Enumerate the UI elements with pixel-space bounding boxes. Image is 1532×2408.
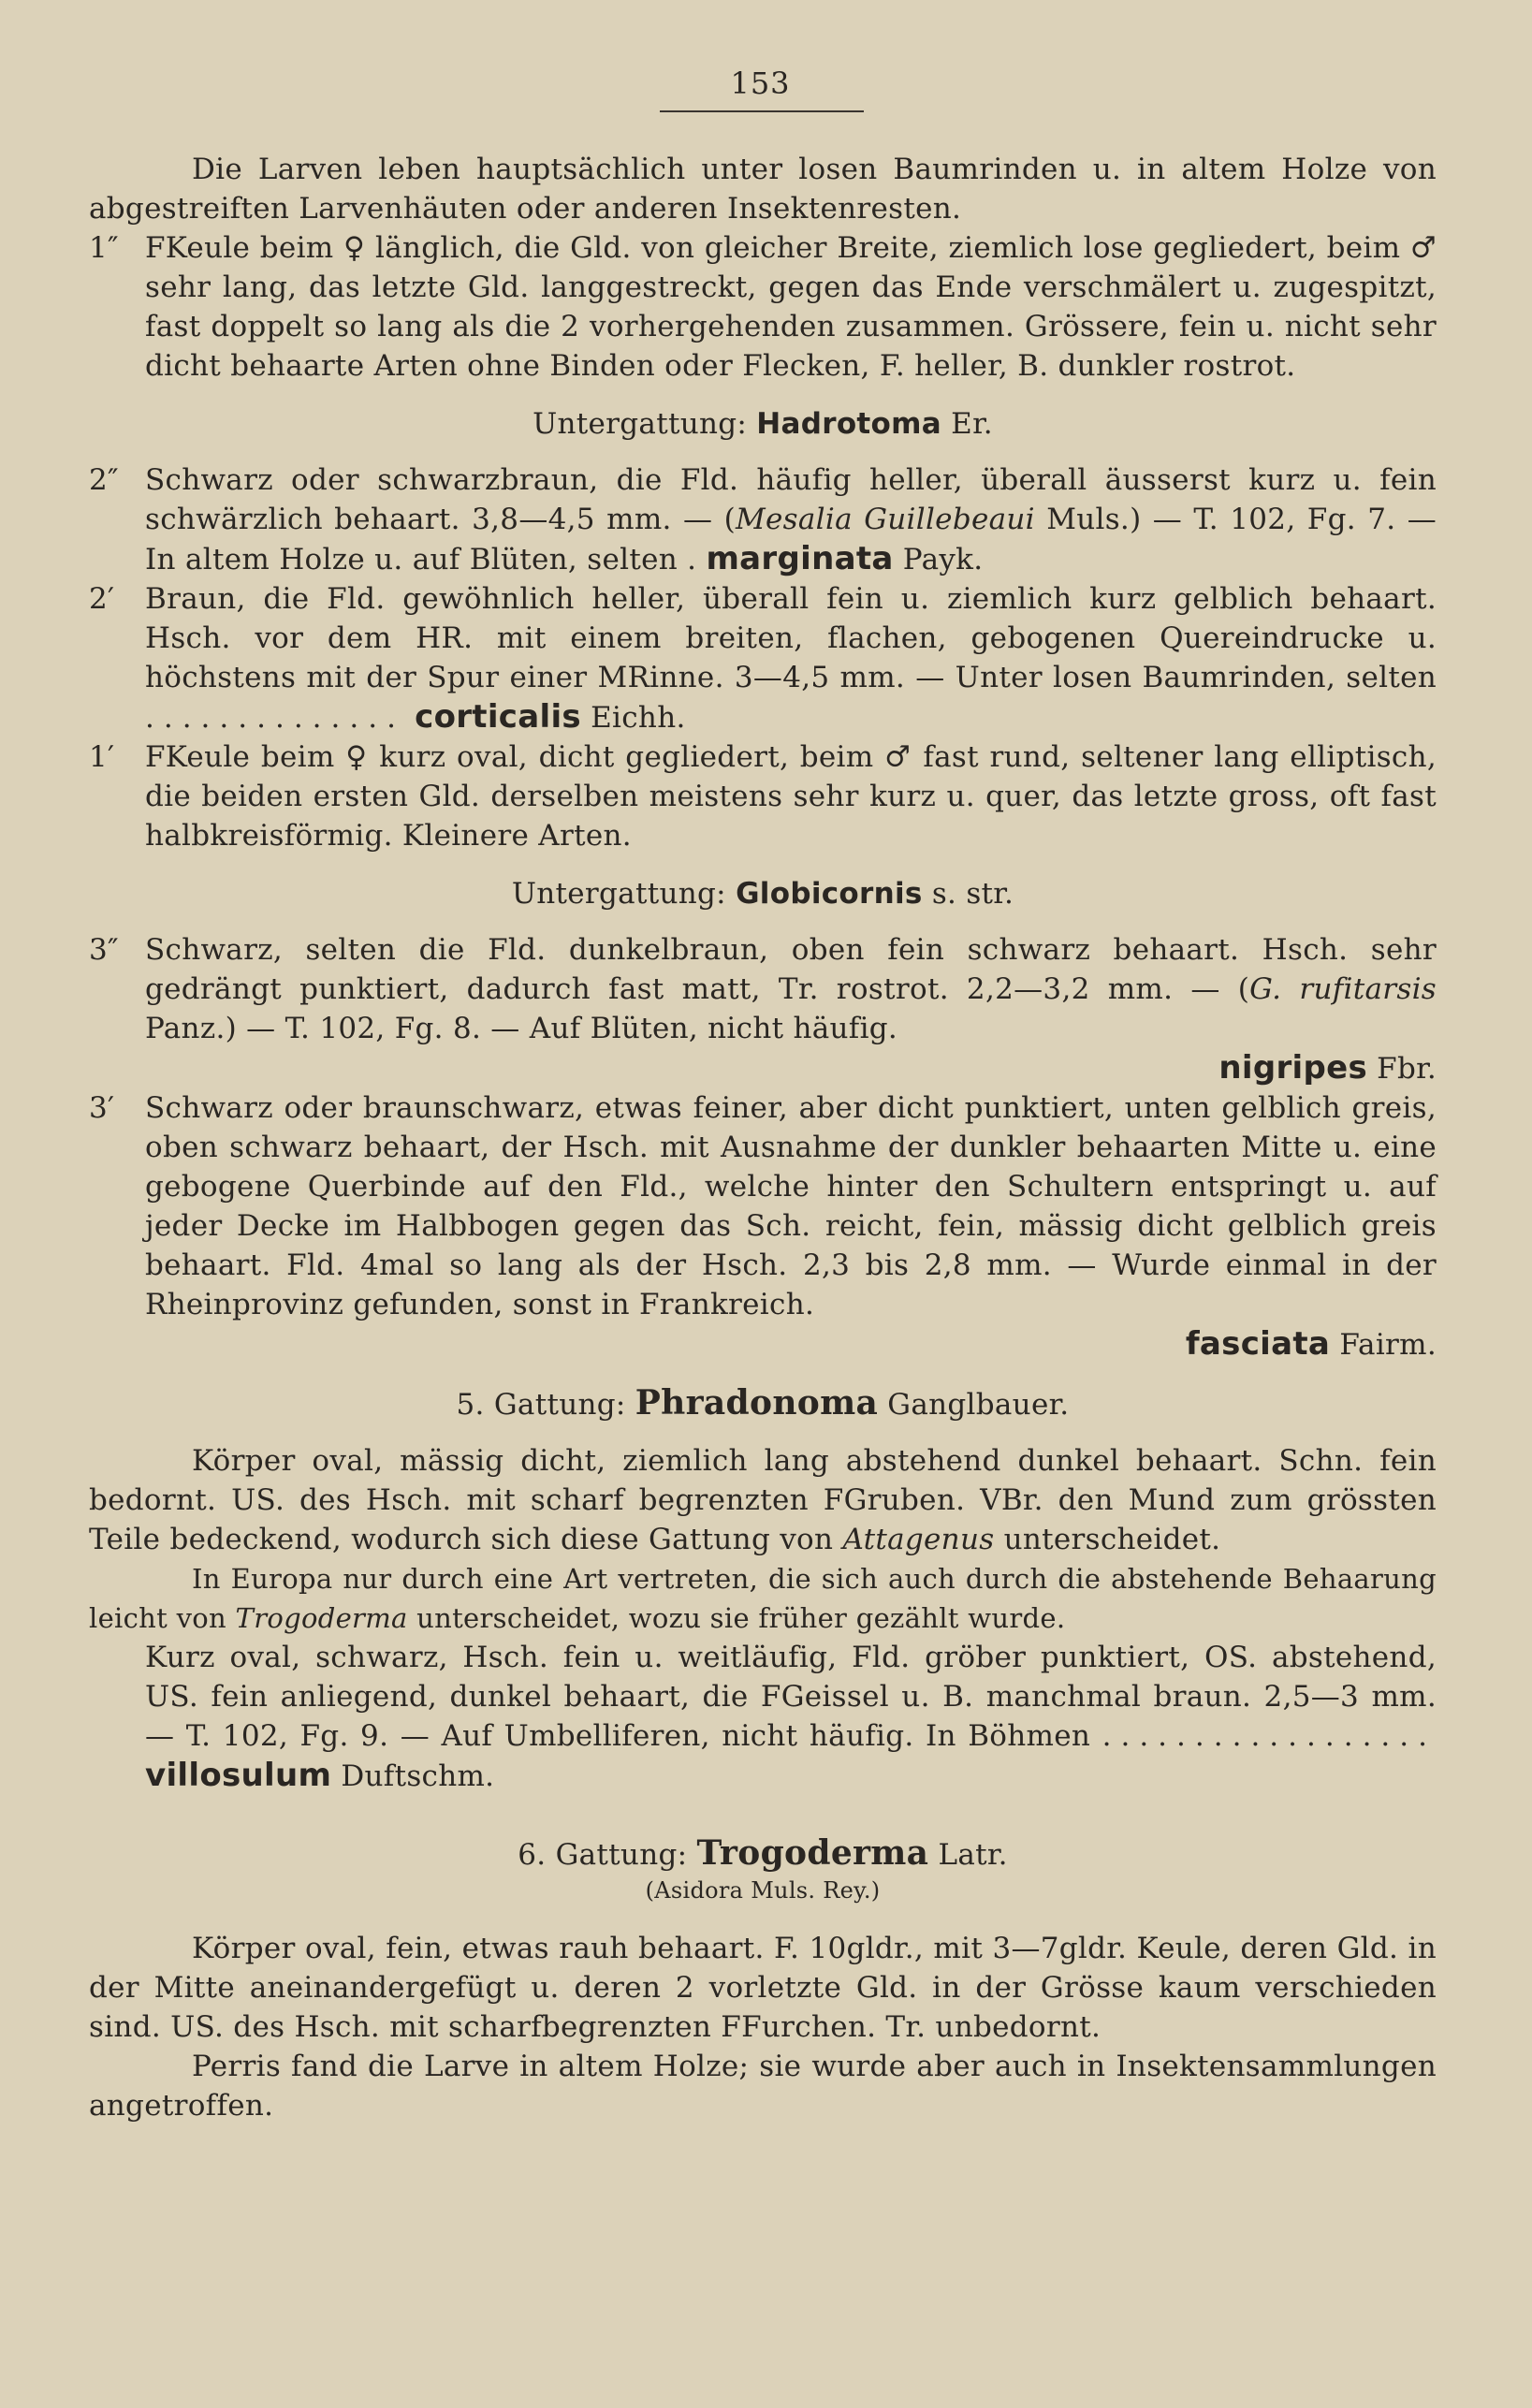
key-entry-2pp <box>89 460 1437 579</box>
key-entry-3pp <box>89 930 1437 1088</box>
page-number-rule <box>660 110 864 112</box>
subgenus-author: Er. <box>951 407 993 441</box>
species-name: nigripes <box>1218 1049 1368 1087</box>
species-name: fasciata <box>1185 1325 1331 1363</box>
key-text-main: Braun, die Fld. gewöhnlich heller, überall fein u. ziemlich kurz gelblich behaart. Hsch. vor dem HR. mit einem breiten, flachen, gebogenen Quereindrucke u. höchstens mit der Spur einer MRinne. 3—4,5 mm. — Unter losen Baumrinden, selten <box>145 582 1437 694</box>
species-author: Payk. <box>902 543 984 576</box>
key-text <box>145 579 1437 737</box>
key-entry-2p <box>89 579 1437 737</box>
leader-dots: .................. <box>1102 1719 1437 1753</box>
genus-author: Ganglbauer. <box>887 1388 1070 1422</box>
genus5-species-entry <box>89 1638 1437 1796</box>
species-author: Fairm. <box>1339 1328 1437 1362</box>
key-mark: 1′ <box>89 740 115 774</box>
key-text-main: Schwarz, selten die Fld. dunkelbraun, oben fein schwarz behaart. Hsch. sehr gedrängt punktiert, dadurch fast matt, Tr. rostrot. 2,2—3,2 mm. — ( <box>145 933 1437 1006</box>
key-text: FKeule beim ♀ kurz oval, dicht gegliedert, beim ♂ fast rund, seltener lang elliptisch, die beiden ersten Gld. derselben meistens sehr kurz u. quer, das letzte gross, oft fast halbkreisförmig. Kleinere Arten. <box>145 740 1437 853</box>
subgenus-heading-1 <box>89 404 1437 444</box>
intro-paragraph: Die Larven leben hauptsächlich unter losen Baumrinden u. in altem Holze von abgestreiften Larvenhäuten oder anderen Insektenresten. <box>89 153 1437 226</box>
species-line <box>145 1324 1437 1365</box>
genus-prefix: 6. Gattung: <box>518 1838 688 1872</box>
genus-prefix: 5. Gattung: <box>456 1388 626 1422</box>
key-mark: 3′ <box>89 1091 115 1125</box>
genus6-synonym: (Asidora Muls. Rey.) <box>645 1877 881 1904</box>
leader-dots: .............. <box>145 701 405 735</box>
key-entry-3p <box>89 1088 1437 1365</box>
key-mark: 2″ <box>89 463 119 497</box>
genus-reference: Trogoderma <box>235 1602 408 1634</box>
species-author: Eichh. <box>591 701 686 735</box>
subgenus-name: Hadrotoma <box>756 407 941 441</box>
species-author: Fbr. <box>1377 1052 1437 1086</box>
species-name: villosulum <box>145 1757 332 1794</box>
genus-name: Trogoderma <box>696 1833 929 1873</box>
species-line <box>145 1048 1437 1088</box>
genus5-note <box>89 1559 1437 1638</box>
key-entry-1pp <box>89 228 1437 386</box>
key-mark: 3″ <box>89 933 119 967</box>
text-run: Körper oval, mässig dicht, ziemlich lang abstehend dunkel behaart. Schn. fein bedornt. US. des Hsch. mit scharf begrenzten FGruben. VBr. den Mund zum grössten Teile bedeckend, wodurch sich diese Gattung von <box>89 1444 1437 1556</box>
genus6-description: Körper oval, fein, etwas rauh behaart. F. 10gldr., mit 3—7gldr. Keule, deren Gld. in der Mitte aneinandergefügt u. deren 2 vorletzte Gld. in der Grösse kaum verschieden sind. US. des Hsch. mit scharfbegrenzten FFurchen. Tr. unbedornt. <box>89 1932 1437 2044</box>
genus-reference: Attagenus <box>842 1523 995 1556</box>
key-text-main: Schwarz oder braunschwarz, etwas feiner, aber dicht punktiert, unten gelblich greis, oben schwarz behaart, der Hsch. mit Ausnahme der dunkler behaarten Mitte u. eine gebogene Querbinde auf den Fld., welche hinter den Schultern entspringt u. auf jeder Decke im Halbbogen gegen das Sch. reicht, fein, mässig dicht gelblich greis behaart. Fld. 4mal so lang als der Hsch. 2,3 bis 2,8 mm. — Wurde einmal in der Rheinprovinz gefunden, sonst in Frankreich. <box>145 1091 1437 1321</box>
text-run: unterscheidet, wozu sie früher gezählt wurde. <box>407 1602 1066 1634</box>
page-number: 153 <box>730 66 791 101</box>
key-text <box>145 1638 1437 1796</box>
genus-heading-5 <box>89 1383 1437 1424</box>
leader-dots: . <box>687 543 697 576</box>
key-text: FKeule beim ♀ länglich, die Gld. von gleicher Breite, ziemlich lose gegliedert, beim ♂ sehr lang, das letzte Gld. langgestreckt, gegen das Ende verschmälert u. zugespitzt, fast doppelt so lang als die 2 vorhergehenden zusammen. Grössere, fein u. nicht sehr dicht behaarte Arten ohne Binden oder Flecken, F. heller, B. dunkler rostrot. <box>145 231 1437 383</box>
genus-heading-6 <box>89 1833 1437 1875</box>
key-text <box>145 1088 1437 1365</box>
genus5-description <box>89 1441 1437 1559</box>
key-entry-1p <box>89 737 1437 855</box>
subgenus-prefix: Untergattung: <box>511 877 726 911</box>
synonym-author: Panz.) — T. 102, Fg. 8. — Auf Blüten, nicht häufig. <box>145 1012 898 1045</box>
key-mark: 1″ <box>89 231 119 265</box>
key-text-main: Kurz oval, schwarz, Hsch. fein u. weitläufig, Fld. gröber punktiert, OS. abstehend, US. fein anliegend, dunkel behaart, die FGeissel u. B. manchmal braun. 2,5—3 mm. — T. 102, Fg. 9. — Auf Umbelliferen, nicht häufig. In Böhmen <box>145 1641 1437 1753</box>
text-run: In Europa nur durch eine Art vertreten, die sich auch durch die abstehende Behaarung leicht von <box>89 1563 1437 1634</box>
key-mark: 2′ <box>89 582 115 616</box>
synonym: G. rufitarsis <box>1249 972 1437 1006</box>
synonym-author: Muls.) — T. 102, Fg. 7. — In altem Holze u. auf Blüten, selten <box>145 503 1437 576</box>
genus-author: Latr. <box>938 1838 1008 1872</box>
subgenus-prefix: Untergattung: <box>533 407 748 441</box>
subgenus-author: s. str. <box>931 877 1014 911</box>
subgenus-name: Globicornis <box>736 877 923 911</box>
synonym: Mesalia Guillebeaui <box>736 503 1035 536</box>
genus6-note: Perris fand die Larve in altem Holze; sie wurde aber auch in Insektensammlungen angetroffen. <box>89 2050 1437 2123</box>
key-text <box>145 460 1437 579</box>
genus-name: Phradonoma <box>635 1383 879 1423</box>
page-body <box>89 150 1437 2125</box>
key-text <box>145 930 1437 1088</box>
text-run: unterscheidet. <box>994 1523 1221 1556</box>
species-author: Duftschm. <box>341 1759 495 1793</box>
key-text-main: Schwarz oder schwarzbraun, die Fld. häufig heller, überall äusserst kurz u. fein schwärzlich behaart. 3,8—4,5 mm. — ( <box>145 463 1437 536</box>
species-name: corticalis <box>415 698 581 736</box>
species-name: marginata <box>706 540 894 577</box>
subgenus-heading-2 <box>89 874 1437 913</box>
